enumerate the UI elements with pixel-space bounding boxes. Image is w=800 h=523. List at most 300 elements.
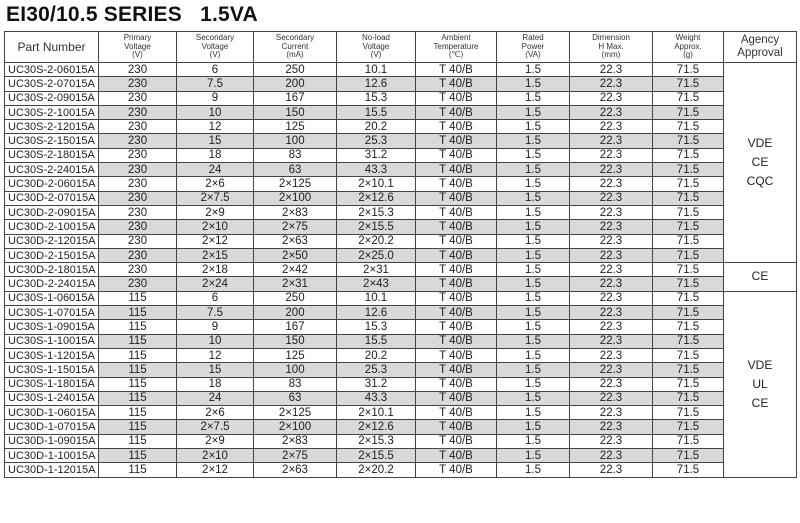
rated-power-cell: 1.5	[497, 263, 570, 277]
table-row	[5, 434, 797, 448]
noload-voltage-cell: 20.2	[337, 120, 416, 134]
secondary-current-cell: 63	[254, 163, 337, 177]
dimension-cell: 22.3	[570, 105, 653, 119]
rated-power-cell: 1.5	[497, 91, 570, 105]
secondary-voltage-cell: 2×12	[177, 463, 254, 477]
dimension-cell: 22.3	[570, 291, 653, 305]
header-agency-approval	[724, 32, 797, 63]
dimension-cell: 22.3	[570, 406, 653, 420]
noload-voltage-cell: 2×10.1	[337, 177, 416, 191]
secondary-current-cell: 150	[254, 105, 337, 119]
spec-table	[4, 31, 797, 478]
weight-cell: 71.5	[653, 291, 724, 305]
header-line: Power	[521, 41, 545, 51]
table-row	[5, 377, 797, 391]
dimension-cell: 22.3	[570, 191, 653, 205]
secondary-voltage-cell: 2×7.5	[177, 420, 254, 434]
part-number-cell: UC30D-2-09015A	[5, 205, 99, 219]
secondary-voltage-cell: 2×10	[177, 449, 254, 463]
rated-power-cell: 1.5	[497, 434, 570, 448]
primary-voltage-cell: 230	[99, 177, 177, 191]
noload-voltage-cell: 2×15.5	[337, 220, 416, 234]
table-row	[5, 420, 797, 434]
weight-cell: 71.5	[653, 377, 724, 391]
ambient-temperature-cell: T 40/B	[416, 263, 497, 277]
secondary-voltage-cell: 9	[177, 320, 254, 334]
part-number-cell: UC30S-2-10015A	[5, 105, 99, 119]
noload-voltage-cell: 15.5	[337, 334, 416, 348]
table-row	[5, 406, 797, 420]
secondary-current-cell: 2×83	[254, 205, 337, 219]
header-rated-power	[497, 32, 570, 63]
weight-cell: 71.5	[653, 91, 724, 105]
weight-cell: 71.5	[653, 234, 724, 248]
dimension-cell: 22.3	[570, 334, 653, 348]
secondary-current-cell: 167	[254, 91, 337, 105]
dimension-cell: 22.3	[570, 63, 653, 77]
header-line: Voltage	[201, 41, 229, 51]
primary-voltage-cell: 230	[99, 91, 177, 105]
secondary-current-cell: 2×100	[254, 420, 337, 434]
part-number-cell: UC30S-2-12015A	[5, 120, 99, 134]
primary-voltage-cell: 115	[99, 434, 177, 448]
part-number-cell: UC30S-1-12015A	[5, 348, 99, 362]
noload-voltage-cell: 12.6	[337, 306, 416, 320]
weight-cell: 71.5	[653, 463, 724, 477]
table-row	[5, 63, 797, 77]
noload-voltage-cell: 2×43	[337, 277, 416, 291]
secondary-voltage-cell: 12	[177, 120, 254, 134]
dimension-cell: 22.3	[570, 306, 653, 320]
part-number-cell: UC30S-2-18015A	[5, 148, 99, 162]
secondary-voltage-cell: 9	[177, 91, 254, 105]
header-line: Weight	[675, 33, 701, 43]
primary-voltage-cell: 115	[99, 377, 177, 391]
ambient-temperature-cell: T 40/B	[416, 234, 497, 248]
primary-voltage-cell: 230	[99, 77, 177, 91]
header-line: (g)	[683, 50, 693, 60]
secondary-voltage-cell: 10	[177, 105, 254, 119]
secondary-voltage-cell: 6	[177, 291, 254, 305]
agency-label: UL	[752, 376, 768, 391]
secondary-current-cell: 83	[254, 148, 337, 162]
table-row	[5, 134, 797, 148]
agency-approval-cell	[724, 263, 797, 292]
dimension-cell: 22.3	[570, 348, 653, 362]
header-line: Secondary	[275, 33, 315, 43]
ambient-temperature-cell: T 40/B	[416, 320, 497, 334]
secondary-voltage-cell: 6	[177, 63, 254, 77]
header-line: (mm)	[601, 50, 621, 60]
table-row	[5, 148, 797, 162]
ambient-temperature-cell: T 40/B	[416, 134, 497, 148]
rated-power-cell: 1.5	[497, 420, 570, 434]
agency-label: CE	[751, 155, 769, 170]
part-number-cell: UC30D-2-12015A	[5, 234, 99, 248]
header-line: Voltage	[362, 41, 390, 51]
primary-voltage-cell: 230	[99, 205, 177, 219]
weight-cell: 71.5	[653, 277, 724, 291]
weight-cell: 71.5	[653, 263, 724, 277]
table-row	[5, 391, 797, 405]
weight-cell: 71.5	[653, 77, 724, 91]
secondary-voltage-cell: 24	[177, 391, 254, 405]
ambient-temperature-cell: T 40/B	[416, 77, 497, 91]
rated-power-cell: 1.5	[497, 277, 570, 291]
noload-voltage-cell: 2×15.3	[337, 434, 416, 448]
part-number-cell: UC30D-2-18015A	[5, 263, 99, 277]
secondary-voltage-cell: 7.5	[177, 306, 254, 320]
secondary-voltage-cell: 2×18	[177, 263, 254, 277]
rated-power-cell: 1.5	[497, 134, 570, 148]
weight-cell: 71.5	[653, 163, 724, 177]
agency-approval-cell	[724, 291, 797, 477]
ambient-temperature-cell: T 40/B	[416, 191, 497, 205]
ambient-temperature-cell: T 40/B	[416, 420, 497, 434]
agency-label: VDE	[747, 357, 773, 372]
weight-cell: 71.5	[653, 363, 724, 377]
noload-voltage-cell: 2×20.2	[337, 234, 416, 248]
secondary-voltage-cell: 2×15	[177, 248, 254, 262]
rated-power-cell: 1.5	[497, 406, 570, 420]
ambient-temperature-cell: T 40/B	[416, 120, 497, 134]
header-line: (V)	[132, 50, 143, 60]
secondary-current-cell: 2×75	[254, 449, 337, 463]
dimension-cell: 22.3	[570, 277, 653, 291]
secondary-current-cell: 2×31	[254, 277, 337, 291]
dimension-cell: 22.3	[570, 220, 653, 234]
agency-label: CE	[751, 395, 769, 410]
weight-cell: 71.5	[653, 134, 724, 148]
table-row	[5, 248, 797, 262]
secondary-current-cell: 200	[254, 77, 337, 91]
ambient-temperature-cell: T 40/B	[416, 248, 497, 262]
part-number-cell: UC30D-1-06015A	[5, 406, 99, 420]
rated-power-cell: 1.5	[497, 205, 570, 219]
rated-power-cell: 1.5	[497, 105, 570, 119]
weight-cell: 71.5	[653, 220, 724, 234]
part-number-cell: UC30D-2-15015A	[5, 248, 99, 262]
ambient-temperature-cell: T 40/B	[416, 105, 497, 119]
noload-voltage-cell: 2×31	[337, 263, 416, 277]
noload-voltage-cell: 2×25.0	[337, 248, 416, 262]
ambient-temperature-cell: T 40/B	[416, 363, 497, 377]
weight-cell: 71.5	[653, 348, 724, 362]
part-number-cell: UC30S-1-10015A	[5, 334, 99, 348]
primary-voltage-cell: 230	[99, 277, 177, 291]
weight-cell: 71.5	[653, 334, 724, 348]
secondary-current-cell: 2×125	[254, 177, 337, 191]
header-line: Ambient	[441, 33, 471, 43]
rated-power-cell: 1.5	[497, 177, 570, 191]
secondary-current-cell: 250	[254, 291, 337, 305]
secondary-voltage-cell: 2×6	[177, 177, 254, 191]
secondary-current-cell: 2×42	[254, 263, 337, 277]
header-secondary-current	[254, 32, 337, 63]
noload-voltage-cell: 43.3	[337, 391, 416, 405]
header-line: Rated	[522, 33, 544, 43]
header-line: (VA)	[525, 50, 541, 60]
secondary-voltage-cell: 24	[177, 163, 254, 177]
ambient-temperature-cell: T 40/B	[416, 348, 497, 362]
header-row	[5, 32, 797, 63]
part-number-cell: UC30S-1-18015A	[5, 377, 99, 391]
table-row	[5, 334, 797, 348]
ambient-temperature-cell: T 40/B	[416, 306, 497, 320]
dimension-cell: 22.3	[570, 177, 653, 191]
primary-voltage-cell: 115	[99, 391, 177, 405]
primary-voltage-cell: 230	[99, 134, 177, 148]
weight-cell: 71.5	[653, 420, 724, 434]
secondary-current-cell: 2×63	[254, 463, 337, 477]
rated-power-cell: 1.5	[497, 248, 570, 262]
secondary-voltage-cell: 12	[177, 348, 254, 362]
noload-voltage-cell: 43.3	[337, 163, 416, 177]
weight-cell: 71.5	[653, 205, 724, 219]
noload-voltage-cell: 2×12.6	[337, 420, 416, 434]
part-number-cell: UC30S-1-15015A	[5, 363, 99, 377]
rated-power-cell: 1.5	[497, 463, 570, 477]
ambient-temperature-cell: T 40/B	[416, 434, 497, 448]
secondary-voltage-cell: 2×12	[177, 234, 254, 248]
header-line: H Max.	[598, 41, 624, 51]
ambient-temperature-cell: T 40/B	[416, 177, 497, 191]
primary-voltage-cell: 230	[99, 120, 177, 134]
part-number-cell: UC30S-2-24015A	[5, 163, 99, 177]
ambient-temperature-cell: T 40/B	[416, 163, 497, 177]
noload-voltage-cell: 15.3	[337, 320, 416, 334]
primary-voltage-cell: 115	[99, 420, 177, 434]
weight-cell: 71.5	[653, 105, 724, 119]
weight-cell: 71.5	[653, 391, 724, 405]
noload-voltage-cell: 2×10.1	[337, 406, 416, 420]
ambient-temperature-cell: T 40/B	[416, 377, 497, 391]
primary-voltage-cell: 230	[99, 148, 177, 162]
weight-cell: 71.5	[653, 148, 724, 162]
secondary-voltage-cell: 7.5	[177, 77, 254, 91]
secondary-voltage-cell: 2×10	[177, 220, 254, 234]
table-row	[5, 91, 797, 105]
secondary-current-cell: 2×100	[254, 191, 337, 205]
agency-label: VDE	[747, 136, 773, 151]
ambient-temperature-cell: T 40/B	[416, 63, 497, 77]
rated-power-cell: 1.5	[497, 234, 570, 248]
secondary-voltage-cell: 2×24	[177, 277, 254, 291]
table-row	[5, 348, 797, 362]
secondary-current-cell: 125	[254, 348, 337, 362]
noload-voltage-cell: 10.1	[337, 63, 416, 77]
dimension-cell: 22.3	[570, 234, 653, 248]
table-row	[5, 205, 797, 219]
header-line: Dimension	[592, 33, 630, 43]
table-row	[5, 263, 797, 277]
header-part-number: Part Number	[5, 32, 99, 63]
part-number-cell: UC30S-2-15015A	[5, 134, 99, 148]
part-number-cell: UC30S-1-09015A	[5, 320, 99, 334]
part-number-cell: UC30D-1-07015A	[5, 420, 99, 434]
rated-power-cell: 1.5	[497, 148, 570, 162]
table-row	[5, 177, 797, 191]
dimension-cell: 22.3	[570, 391, 653, 405]
noload-voltage-cell: 15.5	[337, 105, 416, 119]
ambient-temperature-cell: T 40/B	[416, 463, 497, 477]
part-number-cell: UC30S-2-06015A	[5, 63, 99, 77]
part-number-cell: UC30D-1-10015A	[5, 449, 99, 463]
weight-cell: 71.5	[653, 434, 724, 448]
header-line: Temperature	[433, 41, 479, 51]
agency-label: CE	[751, 269, 769, 284]
rated-power-cell: 1.5	[497, 391, 570, 405]
primary-voltage-cell: 230	[99, 63, 177, 77]
secondary-voltage-cell: 15	[177, 363, 254, 377]
noload-voltage-cell: 31.2	[337, 377, 416, 391]
header-line: (V)	[370, 50, 382, 60]
primary-voltage-cell: 115	[99, 334, 177, 348]
part-number-cell: UC30S-2-09015A	[5, 91, 99, 105]
part-number-cell: UC30D-1-12015A	[5, 463, 99, 477]
dimension-cell: 22.3	[570, 134, 653, 148]
primary-voltage-cell: 230	[99, 163, 177, 177]
dimension-cell: 22.3	[570, 205, 653, 219]
header-line: (mA)	[286, 50, 304, 60]
dimension-cell: 22.3	[570, 148, 653, 162]
header-line: No-load	[361, 33, 390, 43]
dimension-cell: 22.3	[570, 320, 653, 334]
secondary-current-cell: 250	[254, 63, 337, 77]
header-line: (℃)	[448, 50, 464, 60]
primary-voltage-cell: 115	[99, 306, 177, 320]
noload-voltage-cell: 2×20.2	[337, 463, 416, 477]
secondary-voltage-cell: 18	[177, 148, 254, 162]
dimension-cell: 22.3	[570, 377, 653, 391]
part-number-cell: UC30S-2-07015A	[5, 77, 99, 91]
header-line: Approval	[737, 47, 783, 59]
part-number-cell: UC30D-2-24015A	[5, 277, 99, 291]
secondary-current-cell: 2×63	[254, 234, 337, 248]
ambient-temperature-cell: T 40/B	[416, 91, 497, 105]
weight-cell: 71.5	[653, 406, 724, 420]
header-secondary-voltage	[177, 32, 254, 63]
table-row	[5, 277, 797, 291]
weight-cell: 71.5	[653, 320, 724, 334]
rated-power-cell: 1.5	[497, 163, 570, 177]
secondary-current-cell: 2×50	[254, 248, 337, 262]
primary-voltage-cell: 230	[99, 191, 177, 205]
dimension-cell: 22.3	[570, 77, 653, 91]
ambient-temperature-cell: T 40/B	[416, 406, 497, 420]
primary-voltage-cell: 115	[99, 320, 177, 334]
weight-cell: 71.5	[653, 191, 724, 205]
dimension-cell: 22.3	[570, 91, 653, 105]
header-line: Secondary	[195, 33, 235, 43]
secondary-current-cell: 100	[254, 363, 337, 377]
part-number-cell: UC30D-1-09015A	[5, 434, 99, 448]
header-line: Primary	[123, 33, 152, 43]
part-number-cell: UC30S-1-24015A	[5, 391, 99, 405]
table-row	[5, 463, 797, 477]
part-number-cell: UC30S-1-06015A	[5, 291, 99, 305]
part-number-cell: UC30D-2-07015A	[5, 191, 99, 205]
secondary-current-cell: 2×125	[254, 406, 337, 420]
dimension-cell: 22.3	[570, 120, 653, 134]
weight-cell: 71.5	[653, 248, 724, 262]
header-weight	[653, 32, 724, 63]
noload-voltage-cell: 2×15.5	[337, 449, 416, 463]
noload-voltage-cell: 12.6	[337, 77, 416, 91]
secondary-voltage-cell: 2×6	[177, 406, 254, 420]
secondary-current-cell: 167	[254, 320, 337, 334]
part-number-cell: UC30D-2-10015A	[5, 220, 99, 234]
table-row	[5, 163, 797, 177]
rated-power-cell: 1.5	[497, 334, 570, 348]
ambient-temperature-cell: T 40/B	[416, 205, 497, 219]
header-line: Voltage	[124, 41, 151, 51]
primary-voltage-cell: 230	[99, 263, 177, 277]
ambient-temperature-cell: T 40/B	[416, 391, 497, 405]
rated-power-cell: 1.5	[497, 377, 570, 391]
table-row	[5, 291, 797, 305]
primary-voltage-cell: 115	[99, 406, 177, 420]
ambient-temperature-cell: T 40/B	[416, 148, 497, 162]
page-title: EI30/10.5 SERIES 1.5VA	[6, 3, 258, 26]
header-line: Agency	[740, 34, 780, 46]
secondary-current-cell: 83	[254, 377, 337, 391]
primary-voltage-cell: 115	[99, 363, 177, 377]
table-row	[5, 234, 797, 248]
header-line: Approx.	[674, 41, 702, 51]
primary-voltage-cell: 115	[99, 463, 177, 477]
rated-power-cell: 1.5	[497, 320, 570, 334]
noload-voltage-cell: 25.3	[337, 134, 416, 148]
ambient-temperature-cell: T 40/B	[416, 291, 497, 305]
weight-cell: 71.5	[653, 63, 724, 77]
rated-power-cell: 1.5	[497, 120, 570, 134]
rated-power-cell: 1.5	[497, 363, 570, 377]
agency-label: CQC	[746, 174, 774, 189]
noload-voltage-cell: 20.2	[337, 348, 416, 362]
secondary-current-cell: 100	[254, 134, 337, 148]
secondary-voltage-cell: 15	[177, 134, 254, 148]
ambient-temperature-cell: T 40/B	[416, 334, 497, 348]
primary-voltage-cell: 230	[99, 105, 177, 119]
noload-voltage-cell: 31.2	[337, 148, 416, 162]
table-body	[5, 63, 797, 478]
rated-power-cell: 1.5	[497, 191, 570, 205]
dimension-cell: 22.3	[570, 420, 653, 434]
noload-voltage-cell: 2×12.6	[337, 191, 416, 205]
rated-power-cell: 1.5	[497, 63, 570, 77]
primary-voltage-cell: 115	[99, 449, 177, 463]
header-line: (V)	[209, 50, 221, 60]
weight-cell: 71.5	[653, 449, 724, 463]
secondary-voltage-cell: 2×7.5	[177, 191, 254, 205]
weight-cell: 71.5	[653, 306, 724, 320]
secondary-current-cell: 200	[254, 306, 337, 320]
dimension-cell: 22.3	[570, 463, 653, 477]
secondary-voltage-cell: 18	[177, 377, 254, 391]
noload-voltage-cell: 2×15.3	[337, 205, 416, 219]
rated-power-cell: 1.5	[497, 449, 570, 463]
rated-power-cell: 1.5	[497, 220, 570, 234]
part-number-cell: UC30D-2-06015A	[5, 177, 99, 191]
header-dimension	[570, 32, 653, 63]
secondary-current-cell: 125	[254, 120, 337, 134]
noload-voltage-cell: 15.3	[337, 91, 416, 105]
secondary-current-cell: 150	[254, 334, 337, 348]
dimension-cell: 22.3	[570, 263, 653, 277]
table-row	[5, 320, 797, 334]
table-row	[5, 105, 797, 119]
